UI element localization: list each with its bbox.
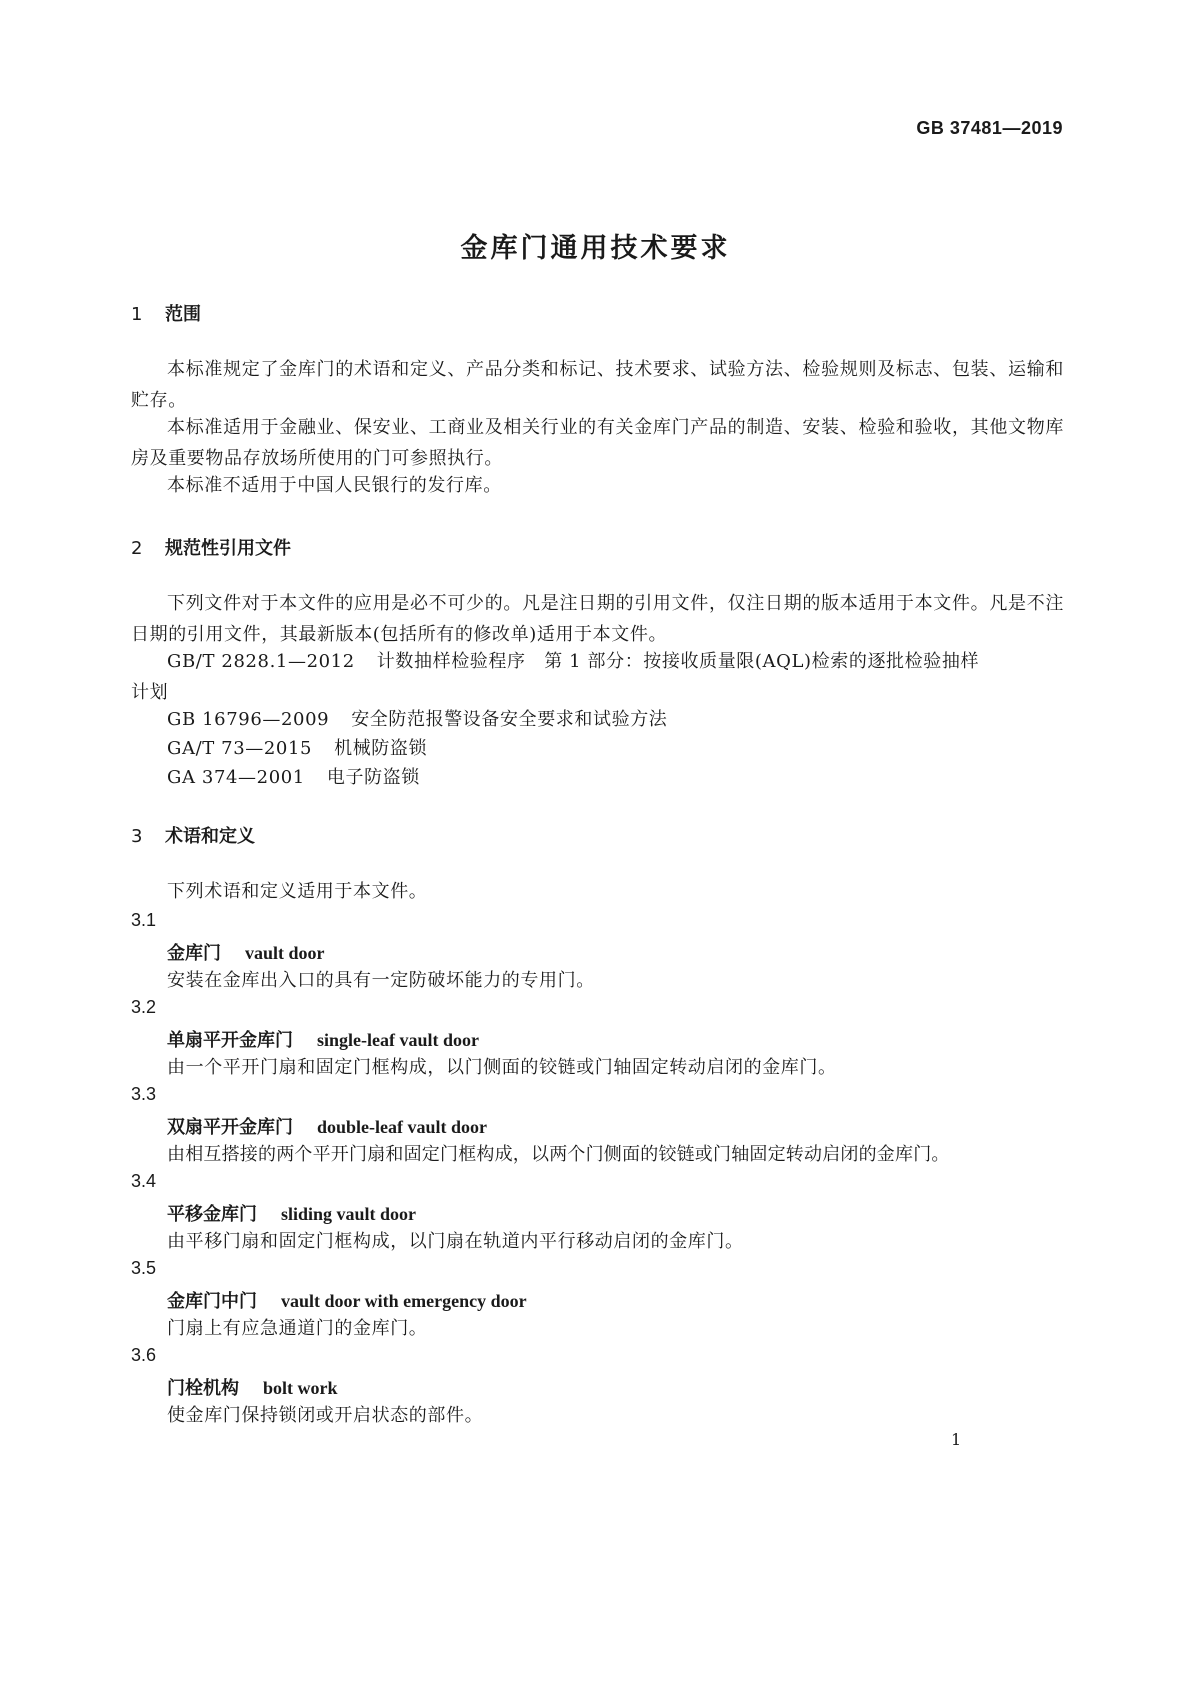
term-definition: 安装在金库出入口的具有一定防破坏能力的专用门。 <box>167 970 595 991</box>
reference-code: GB 16796—2009 <box>167 709 330 730</box>
paragraph: 本标准规定了金库门的术语和定义、产品分类和标记、技术要求、试验方法、检验规则及标志、包装、运输和贮存。 <box>131 359 1064 411</box>
reference-item <box>131 646 1064 708</box>
reference-title: 机械防盗锁 <box>334 738 428 759</box>
reference-title: 计数抽样检验程序 第 1 部分：按接收质量限(AQL)检索的逐批检验抽样 <box>376 651 980 672</box>
document-title: 金库门通用技术要求 <box>460 233 731 264</box>
reference-item <box>167 762 420 793</box>
term-definition: 使金库门保持锁闭或开启状态的部件。 <box>167 1405 484 1426</box>
term-name: 金库门中门 vault door with emergency door <box>167 1291 527 1312</box>
paragraph: 本标准不适用于中国人民银行的发行库。 <box>167 475 502 496</box>
reference-title: 安全防范报警设备安全要求和试验方法 <box>351 709 668 730</box>
term-name: 双扇平开金库门 double-leaf vault door <box>167 1117 488 1138</box>
reference-title: 电子防盗锁 <box>326 767 420 788</box>
page-number: 1 <box>951 1430 962 1449</box>
reference-code: GA/T 73—2015 <box>167 738 313 759</box>
term-definition: 由一个平开门扇和固定门框构成，以门侧面的铰链或门轴固定转动启闭的金库门。 <box>167 1057 837 1078</box>
reference-code: GB/T 2828.1—2012 <box>167 651 355 672</box>
term-number: 3.4 <box>131 1171 157 1191</box>
term-number: 3.2 <box>131 997 157 1017</box>
section-heading-normative-references: 2 规范性引用文件 <box>131 538 291 559</box>
reference-title-continuation: 计划 <box>131 682 169 703</box>
section-heading-terms-definitions: 3 术语和定义 <box>131 826 255 847</box>
term-definition: 由平移门扇和固定门框构成，以门扇在轨道内平行移动启闭的金库门。 <box>167 1231 744 1252</box>
term-name: 平移金库门 sliding vault door <box>167 1204 417 1225</box>
term-name: 门栓机构 bolt work <box>167 1378 338 1399</box>
paragraph: 本标准适用于金融业、保安业、工商业及相关行业的有关金库门产品的制造、安装、检验和验收，其他文物库房及重要物品存放场所使用的门可参照执行。 <box>131 417 1064 469</box>
term-definition: 由相互搭接的两个平开门扇和固定门框构成，以两个门侧面的铰链或门轴固定转动启闭的金库门。 <box>167 1144 950 1165</box>
term-number: 3.3 <box>131 1084 157 1104</box>
term-name: 单扇平开金库门 single-leaf vault door <box>167 1030 479 1051</box>
section-heading-scope: 1 范围 <box>131 304 201 325</box>
standard-code: GB 37481—2019 <box>916 118 1063 138</box>
reference-item <box>167 733 427 764</box>
paragraph: 下列术语和定义适用于本文件。 <box>167 881 428 902</box>
term-number: 3.1 <box>131 910 157 930</box>
reference-item <box>167 704 667 735</box>
term-number: 3.6 <box>131 1345 157 1365</box>
paragraph: 下列文件对于本文件的应用是必不可少的。凡是注日期的引用文件，仅注日期的版本适用于本文件。凡是不注日期的引用文件，其最新版本(包括所有的修改单)适用于本文件。 <box>131 593 1064 645</box>
reference-code: GA 374—2001 <box>167 767 305 788</box>
term-number: 3.5 <box>131 1258 157 1278</box>
term-definition: 门扇上有应急通道门的金库门。 <box>167 1318 428 1339</box>
term-name: 金库门 vault door <box>167 943 325 964</box>
